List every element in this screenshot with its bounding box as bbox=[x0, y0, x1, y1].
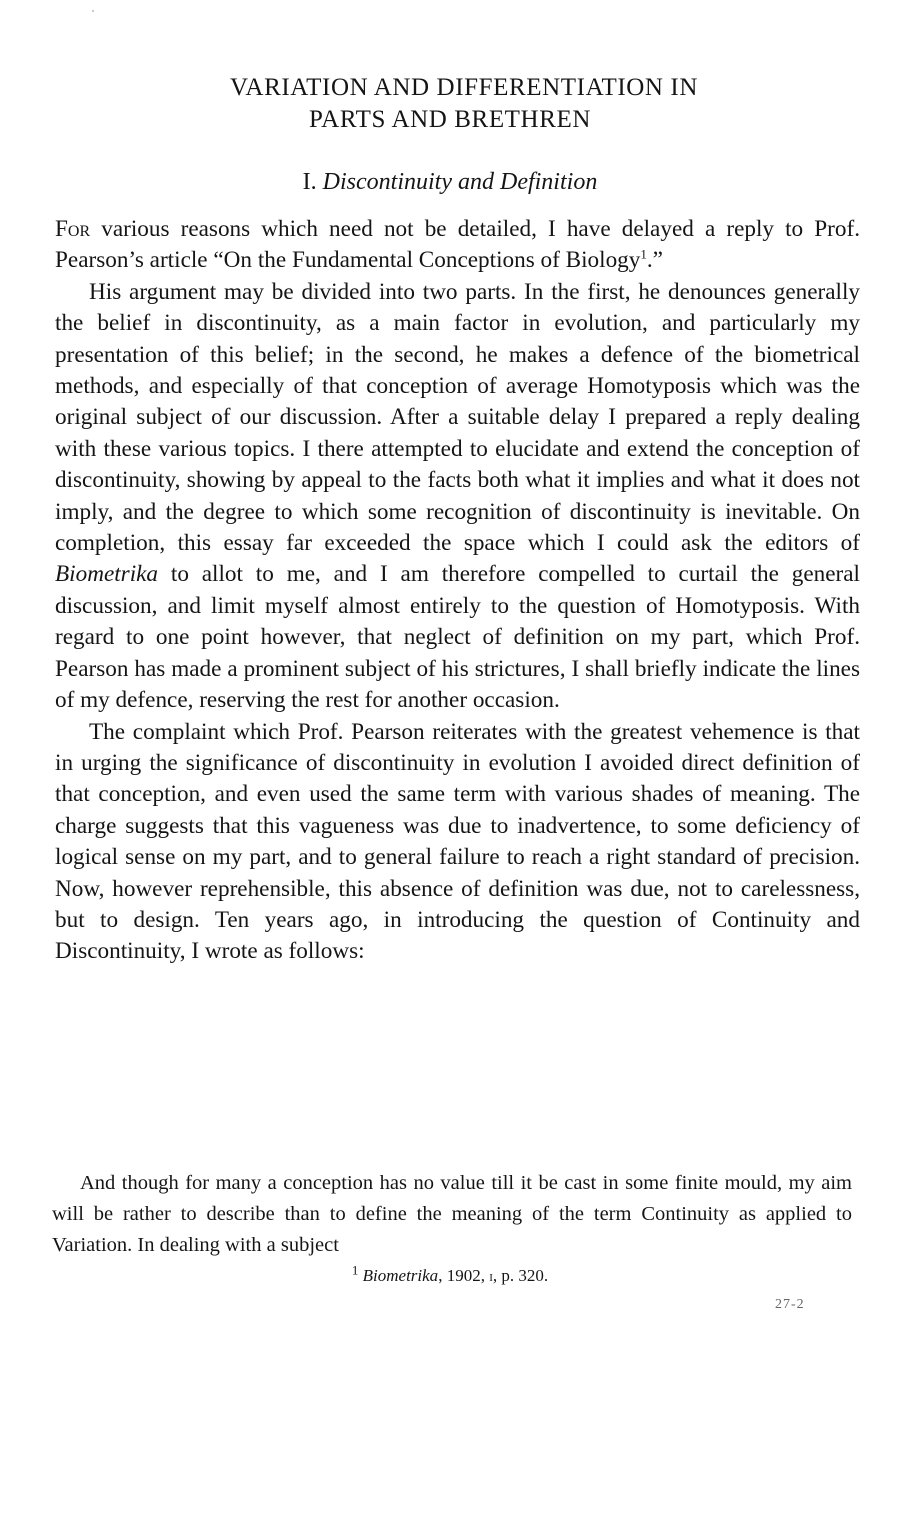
paragraph-1 bbox=[55, 214, 860, 277]
section-heading bbox=[0, 166, 900, 198]
article-title-line-1: VARIATION AND DIFFERENTIATION IN bbox=[229, 74, 699, 101]
footnote bbox=[0, 1264, 900, 1289]
article-title-line-2: PARTS AND BRETHREN bbox=[308, 106, 592, 133]
lead-smallcaps: For bbox=[55, 216, 91, 242]
paragraph-2-part-1: His argument may be divided into two parts. In the first, he denounces generally the belief in discontinuity, as a main factor in evolution, and particularly my presentation of this belief; in the second, he makes a defence of the biometrical methods, and especially of that conception of average Homotyposis which was the original subject of our discussion. After a suitable delay I prepared a reply dealing with these various topics. I there attempted to elucidate and extend the conception of discontinuity, showing by appeal to the facts both what it implies and what it does not imply, and the degree to which some recognition of discontinuity is inevitable. On completion, this essay far exceeded the space which I could ask the editors of bbox=[55, 278, 860, 557]
footnote-year: , 1902, bbox=[438, 1266, 490, 1285]
footnote-page: , p. 320. bbox=[492, 1266, 549, 1285]
journal-name: Biometrika bbox=[55, 561, 159, 588]
footnote-journal: Biometrika bbox=[362, 1266, 439, 1285]
paragraph-1-tail: .” bbox=[646, 247, 663, 274]
scan-speck bbox=[92, 10, 94, 12]
section-number: I. bbox=[302, 169, 317, 195]
paragraph-3: The complaint which Prof. Pearson reiterates with the greatest vehemence is that in urging the significance of discontinuity in evolution I avoided direct definition of that conception, and even used the same term with various shades of meaning. The charge suggests that this vagueness was due to inadvertence, to some deficiency of logical sense on my part, and to general failure to reach a right standard of precision. Now, however reprehensible, this absence of definition was due, not to carelessness, but to design. Ten years ago, in introducing the question of Continuity and Discontinuity, I wrote as follows: bbox=[55, 718, 860, 965]
footnote-volume: i bbox=[489, 1269, 493, 1285]
paragraph-2 bbox=[55, 277, 860, 717]
footnote-mark: 1 bbox=[351, 1262, 359, 1278]
section-title: Discontinuity and Definition bbox=[322, 169, 598, 195]
block-quote: And though for many a conception has no value till it be cast in some finite mould, my aim will be rather to describe than to define the meaning of the term Continuity as applied to Variation. In dealing with a subject bbox=[52, 1172, 852, 1256]
footnote-reference: 1 bbox=[640, 246, 647, 262]
paragraph-1-text: various reasons which need not be detailed, I have delayed a reply to Prof. Pearson’s article “On the Fundamental Conceptions of Biology bbox=[55, 216, 860, 274]
paragraph-2-part-2: to allot to me, and I am therefore compelled to curtail the general discussion, and limit myself almost entirely to the question of Homotyposis. With regard to one point however, that neglect of definition on my part, which Prof. Pearson has made a prominent subject of his strictures, I shall briefly indicate the lines of my defence, reserving the rest for another occasion. bbox=[55, 561, 860, 714]
body-text bbox=[55, 214, 860, 968]
signature-mark: 27-2 bbox=[775, 1297, 805, 1312]
